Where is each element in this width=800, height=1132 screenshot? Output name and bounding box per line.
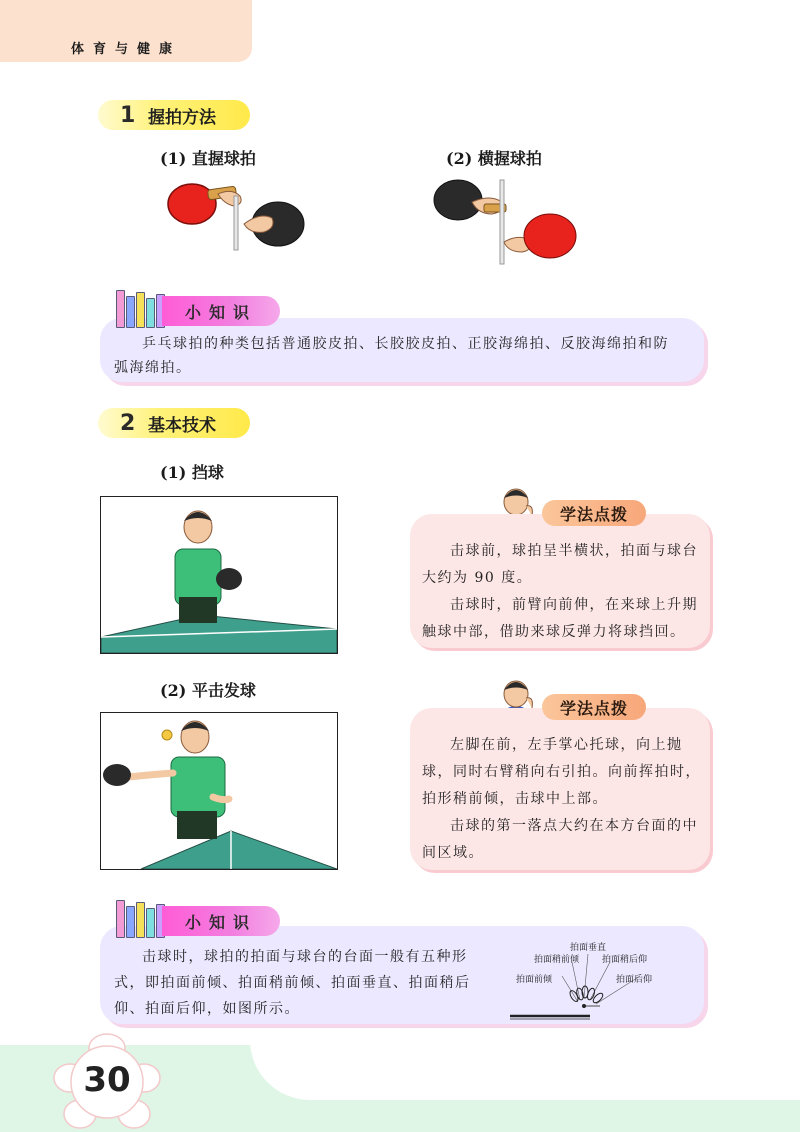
label-back: 拍面后仰 <box>616 975 653 985</box>
method-paragraph: 击球时，前臂向前伸，在来球上升期触球中部，借助来球反弹力将球挡回。 <box>422 597 698 640</box>
flat-serve-photo <box>100 712 338 870</box>
method-text-serve <box>422 732 702 867</box>
section-heading-technique <box>98 408 250 438</box>
ping-pong-table <box>141 831 337 869</box>
arm <box>129 773 173 777</box>
shakehand-grip-illustration <box>426 176 586 266</box>
books-icon <box>116 900 165 938</box>
method-paragraph: 击球前，球拍呈半横状，拍面与球台大约为 90 度。 <box>422 543 698 586</box>
method-paragraph: 左脚在前，左手掌心托球，向上抛球，同时右臂稍向右引拍。向前挥拍时，拍形稍前倾，击球中上部。 <box>422 737 701 807</box>
penhold-grip-illustration <box>160 176 320 256</box>
method-paragraph: 击球的第一落点大约在本方台面的中间区域。 <box>422 818 698 861</box>
player-shirt <box>175 549 221 605</box>
technique-label-block: (1) 挡球 <box>160 463 224 482</box>
page-number: 30 <box>83 1060 131 1100</box>
block-shot-photo <box>100 496 338 654</box>
divider-edge <box>500 180 504 264</box>
label-vertical: 拍面垂直 <box>570 943 607 953</box>
section-number: 1 <box>120 102 136 128</box>
paddle-angle-diagram <box>500 940 680 1024</box>
knowledge-tag: 小知识 <box>162 906 280 936</box>
label-slight-back: 拍面稍后仰 <box>602 955 648 965</box>
grip-label-penhold: (1) 直握球拍 <box>160 149 256 168</box>
section-title: 握拍方法 <box>148 107 216 128</box>
grip-label-shakehand: (2) 横握球拍 <box>446 149 542 168</box>
ping-pong-table <box>101 615 337 653</box>
ball <box>162 730 172 740</box>
method-text-block <box>422 538 702 646</box>
knowledge-tag: 小知识 <box>162 296 280 326</box>
divider-edge <box>234 196 238 250</box>
section-title: 基本技术 <box>148 415 216 436</box>
knowledge-text: 击球时，球拍的拍面与球台的台面一般有五种形式，即拍面前倾、拍面稍前倾、拍面垂直、拍面稍后仰、拍面后仰，如图所示。 <box>114 949 471 1017</box>
hand-back <box>244 216 273 232</box>
method-tag: 学法点拨 <box>542 694 646 720</box>
knowledge-text: 乒乓球拍的种类包括普通胶皮拍、长胶胶皮拍、正胶海绵拍、反胶海绵拍和防弧海绵拍。 <box>114 336 669 376</box>
paddle <box>216 568 242 590</box>
player-shorts <box>179 597 217 623</box>
technique-label-serve: (2) 平击发球 <box>160 681 256 700</box>
player-shorts <box>177 811 217 839</box>
black-paddle-face <box>434 180 482 220</box>
red-paddle-face <box>524 214 576 258</box>
arm <box>213 797 229 800</box>
footer-curve <box>250 1040 800 1100</box>
books-icon <box>116 290 165 328</box>
section-number: 2 <box>120 410 136 436</box>
section-heading-grip <box>98 100 250 130</box>
running-header: 体育与健康 <box>70 42 181 57</box>
label-slight-forward: 拍面稍前倾 <box>534 955 580 965</box>
method-tag: 学法点拨 <box>542 500 646 526</box>
player-shirt <box>171 757 225 817</box>
label-forward: 拍面前倾 <box>516 975 553 985</box>
paddle <box>103 764 131 786</box>
